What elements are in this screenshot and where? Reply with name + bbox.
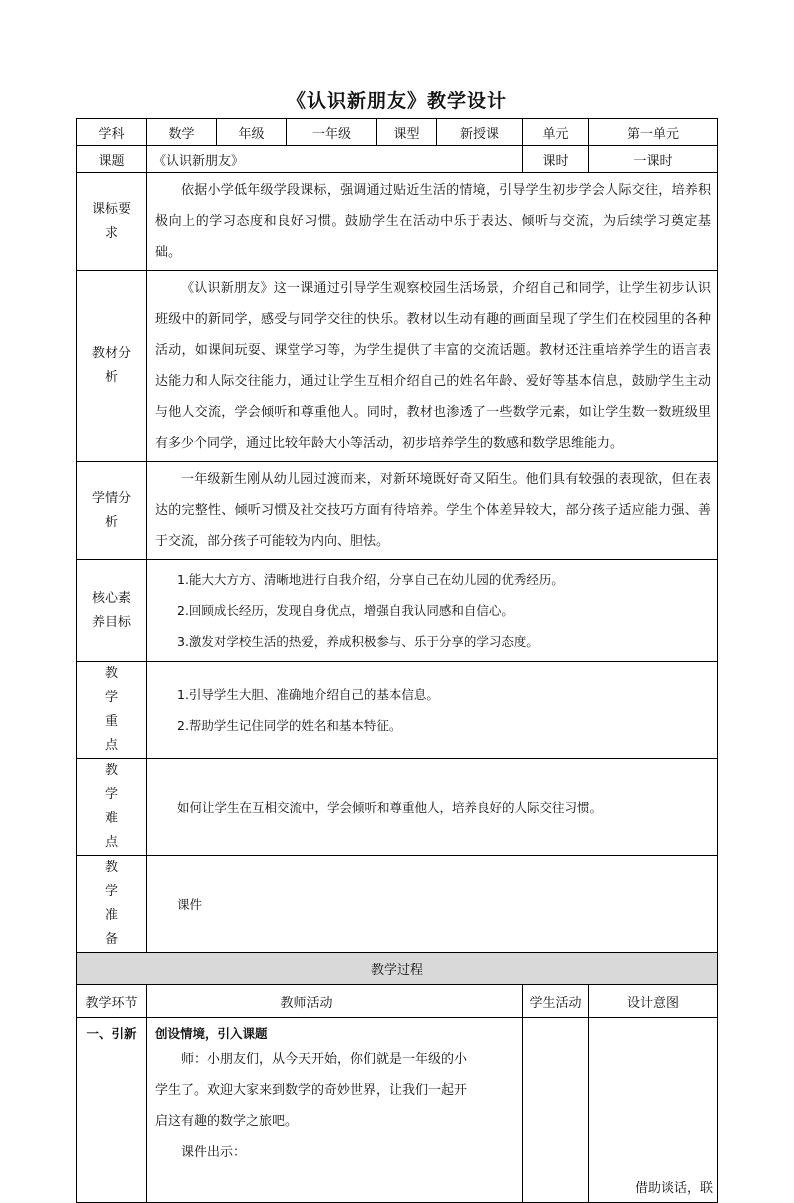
goal-item-3: 3.激发对学校生活的热爱，养成积极参与、乐于分享的学习态度。	[177, 634, 539, 649]
hours-label: 课时	[523, 146, 589, 173]
process-header-row	[77, 953, 718, 985]
keypoint-item-1: 1.引导学生大胆、准确地介绍自己的基本信息。	[177, 687, 439, 702]
col-intent: 设计意图	[589, 985, 718, 1018]
page-title: 《认识新朋友》教学设计	[286, 90, 507, 112]
prep-row	[77, 856, 718, 953]
unit-label: 单元	[523, 119, 589, 146]
material-row	[77, 271, 718, 462]
courseware-text: 课件出示：	[181, 1145, 247, 1160]
material-label: 教材分析	[77, 271, 147, 462]
standard-label: 课标要求	[77, 173, 147, 271]
step-intro: 一、引新	[77, 1018, 147, 1203]
col-student: 学生活动	[523, 985, 589, 1018]
grade-label: 年级	[217, 119, 287, 146]
unit-value: 第一单元	[589, 119, 718, 146]
topic-label: 课题	[77, 146, 147, 173]
keypoints-row	[77, 662, 718, 759]
keypoints-list	[147, 662, 718, 759]
grade-value: 一年级	[287, 119, 377, 146]
difficulty-text: 如何让学生在互相交流中，学会倾听和尊重他人，培养良好的人际交往习惯。	[147, 759, 718, 856]
type-value: 新授课	[437, 119, 523, 146]
subject-value: 数学	[147, 119, 217, 146]
learner-text: 一年级新生刚从幼儿园过渡而来，对新环境既好奇又陌生。他们具有较强的表现欲，但在表达的完整性、倾听习惯及社交技巧方面有待培养。学生个体差异较大，部分孩子适应能力强、善于交流，部分孩子可能较为内向、胆怯。	[147, 462, 718, 560]
hours-value: 一课时	[589, 146, 718, 173]
lesson-plan-table	[76, 118, 718, 1203]
teacher-activity	[147, 1018, 523, 1203]
goals-label: 核心素养目标	[77, 560, 147, 662]
process-header: 教学过程	[77, 953, 718, 985]
goal-item-2: 2.回顾成长经历，发现自身优点，增强自我认同感和自信心。	[177, 603, 514, 618]
process-step-row	[77, 1018, 718, 1203]
col-teacher: 教师活动	[147, 985, 523, 1018]
design-intent: 借助谈话，联	[589, 1018, 718, 1203]
keypoints-label: 教学重点	[77, 662, 147, 759]
goal-item-1: 1.能大大方方、清晰地进行自我介绍，分享自己在幼儿园的优秀经历。	[177, 572, 564, 587]
type-label: 课型	[377, 119, 437, 146]
sub-heading: 创设情境，引入课题	[155, 1026, 268, 1041]
col-step: 教学环节	[77, 985, 147, 1018]
goals-list	[147, 560, 718, 662]
subject-label: 学科	[77, 119, 147, 146]
process-columns-row	[77, 985, 718, 1018]
standard-row	[77, 173, 718, 271]
difficulty-row	[77, 759, 718, 856]
learner-row	[77, 462, 718, 560]
material-text: 《认识新朋友》这一课通过引导学生观察校园生活场景，介绍自己和同学，让学生初步认识班级中的新同学，感受与同学交往的快乐。教材以生动有趣的画面呈现了学生们在校园里的各种活动，如课间玩耍、课堂学习等，为学生提供了丰富的交流话题。教材还注重培养学生的语言表达能力和人际交往能力，通过让学生互相介绍自己的姓名年龄、爱好等基本信息，鼓励学生主动与他人交流，学会倾听和尊重他人。同时，教材也渗透了一些数学元素，如让学生数一数班级里有多少个同学，通过比较年龄大小等活动，初步培养学生的数感和数学思维能力。	[147, 271, 718, 462]
student-activity	[523, 1018, 589, 1203]
topic-value: 《认识新朋友》	[147, 146, 523, 173]
prep-label: 教学准备	[77, 856, 147, 953]
standard-text: 依据小学低年级学段课标，强调通过贴近生活的情境，引导学生初步学会人际交往，培养积极向上的学习态度和良好习惯。鼓励学生在活动中乐于表达、倾听与交流，为后续学习奠定基础。	[147, 173, 718, 271]
info-row-1	[77, 119, 718, 146]
goals-row	[77, 560, 718, 662]
prep-text: 课件	[147, 856, 718, 953]
teacher-text: 师：小朋友们，从今天开始，你们就是一年级的小学生了。欢迎大家来到数学的奇妙世界，让我们一起开启这有趣的数学之旅吧。	[155, 1052, 468, 1129]
keypoint-item-2: 2.帮助学生记住同学的姓名和基本特征。	[177, 718, 402, 733]
learner-label: 学情分析	[77, 462, 147, 560]
info-row-2	[77, 146, 718, 173]
difficulty-label: 教学难点	[77, 759, 147, 856]
